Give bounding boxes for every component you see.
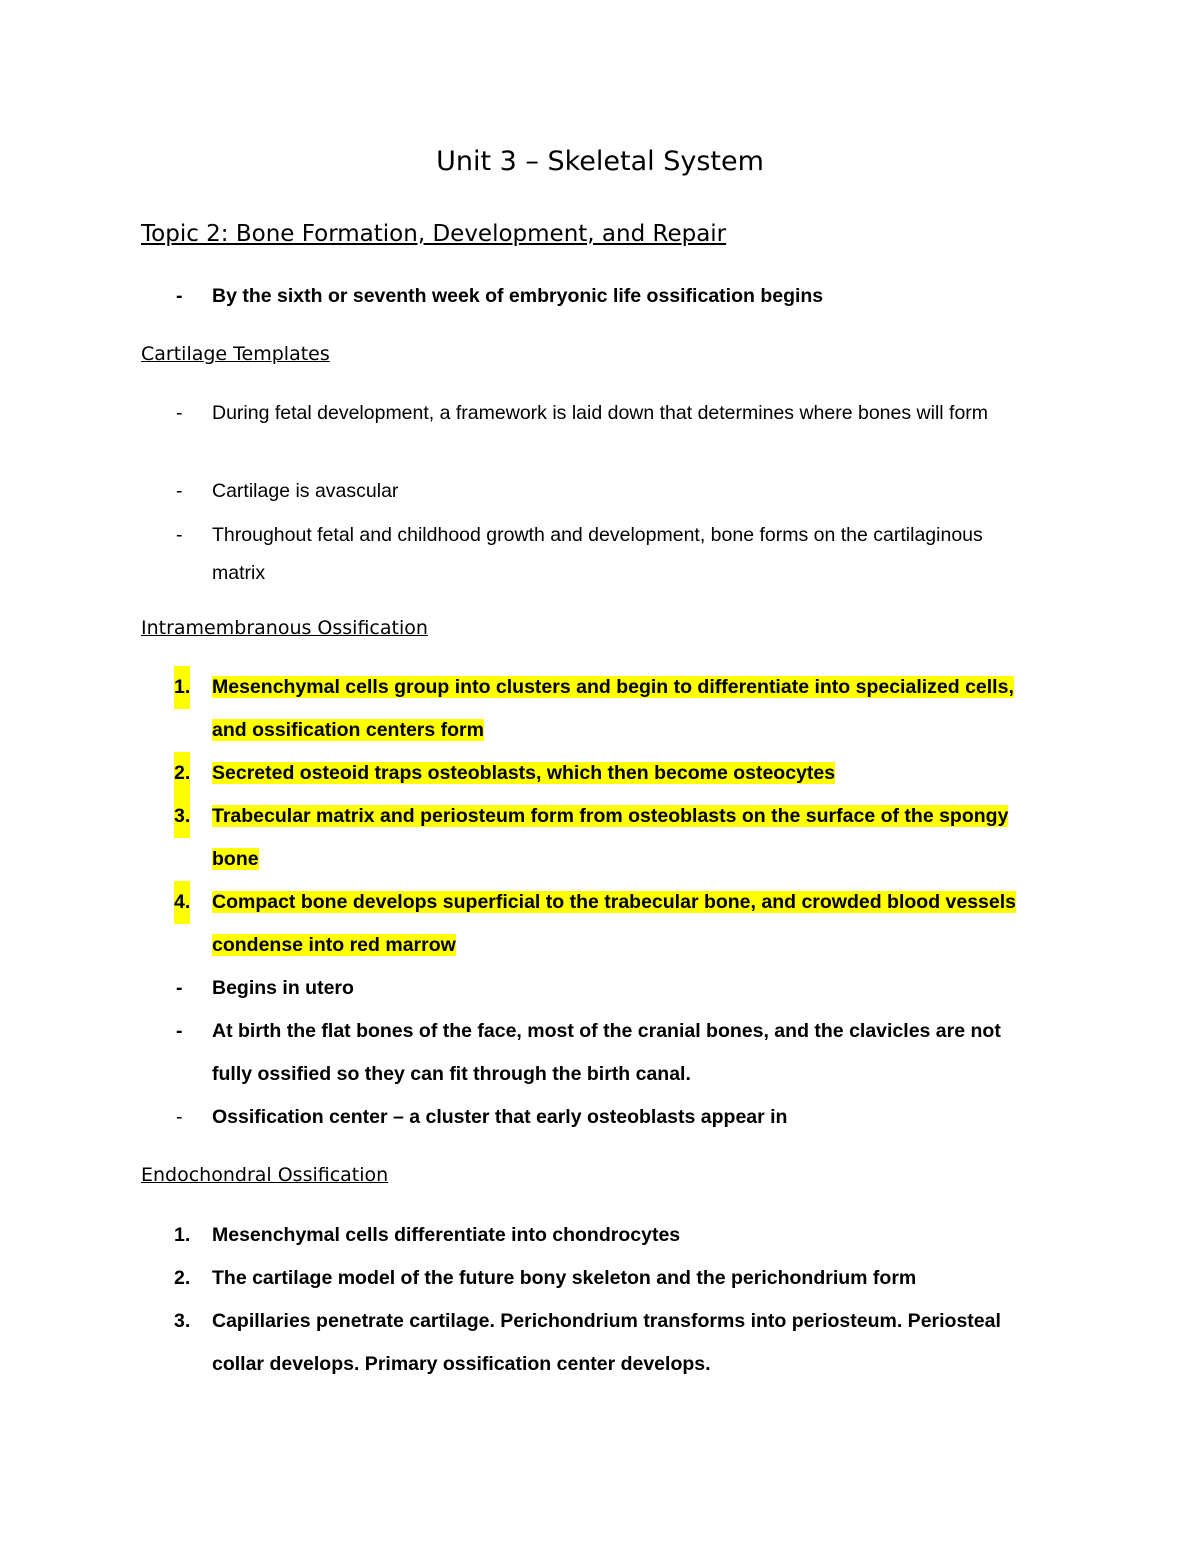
list-item-text: Begins in utero [212,977,354,999]
section-heading-endochondral-ossification: Endochondral Ossification [141,1164,389,1186]
bullet-dash: - [176,1106,183,1128]
list-item-text: During fetal development, a framework is laid down that determines where bones will form [212,402,989,424]
page-title: Unit 3 – Skeletal System [436,146,764,177]
step-text-highlighted: Trabecular matrix and periosteum form from osteoblasts on the surface of the spongy bone [212,805,1009,870]
definition-body: – a cluster that early osteoblasts appear in [387,1106,788,1128]
bullet-dash: - [176,480,183,502]
definition-text [212,1096,1042,1139]
step-text [212,666,1042,752]
step-text-highlighted: Mesenchymal cells group into clusters and begin to differentiate into specialized cells, and ossification centers form [212,676,1014,741]
definition-term: Ossification center [212,1106,388,1128]
list-item-text: Cartilage is avascular [212,480,399,502]
bullet-dash: - [176,285,183,307]
step-text: Mesenchymal cells differentiate into chondrocytes [212,1224,681,1246]
section-heading-intramembranous-ossification: Intramembranous Ossification [141,617,428,639]
step-text: Capillaries penetrate cartilage. Perichondrium transforms into periosteum. Periosteal collar develops. Primary ossification center develops. [212,1310,1001,1375]
step-text: The cartilage model of the future bony skeleton and the perichondrium form [212,1267,917,1289]
topic-heading: Topic 2: Bone Formation, Development, and Repair [141,221,727,247]
bullet-dash: - [176,524,183,546]
list-item-text: By the sixth or seventh week of embryonic life ossification begins [212,285,824,307]
list-item-text: Throughout fetal and childhood growth and development, bone forms on the cartilaginous matrix [212,524,983,584]
step-number: 3. [174,1310,191,1332]
bullet-dash: - [176,1020,183,1042]
section-heading-cartilage-templates: Cartilage Templates [141,343,330,365]
step-number: 3. [174,795,190,838]
list-item-text: At birth the flat bones of the face, most of the cranial bones, and the clavicles are not fully ossified so they can fit through the birth canal. [212,1020,1001,1085]
step-number: 2. [174,752,190,795]
step-number: 1. [174,666,190,709]
step-number: 1. [174,1224,191,1246]
step-text [212,881,1042,967]
step-text [212,795,1042,881]
bullet-dash: - [176,977,183,999]
step-number: 2. [174,1267,191,1289]
step-text-highlighted: Secreted osteoid traps osteoblasts, which then become osteocytes [212,762,836,784]
bullet-dash: - [176,402,183,424]
step-text [212,752,1042,795]
step-text-highlighted: Compact bone develops superficial to the trabecular bone, and crowded blood vessels condense into red marrow [212,891,1017,956]
step-number: 4. [174,881,190,924]
